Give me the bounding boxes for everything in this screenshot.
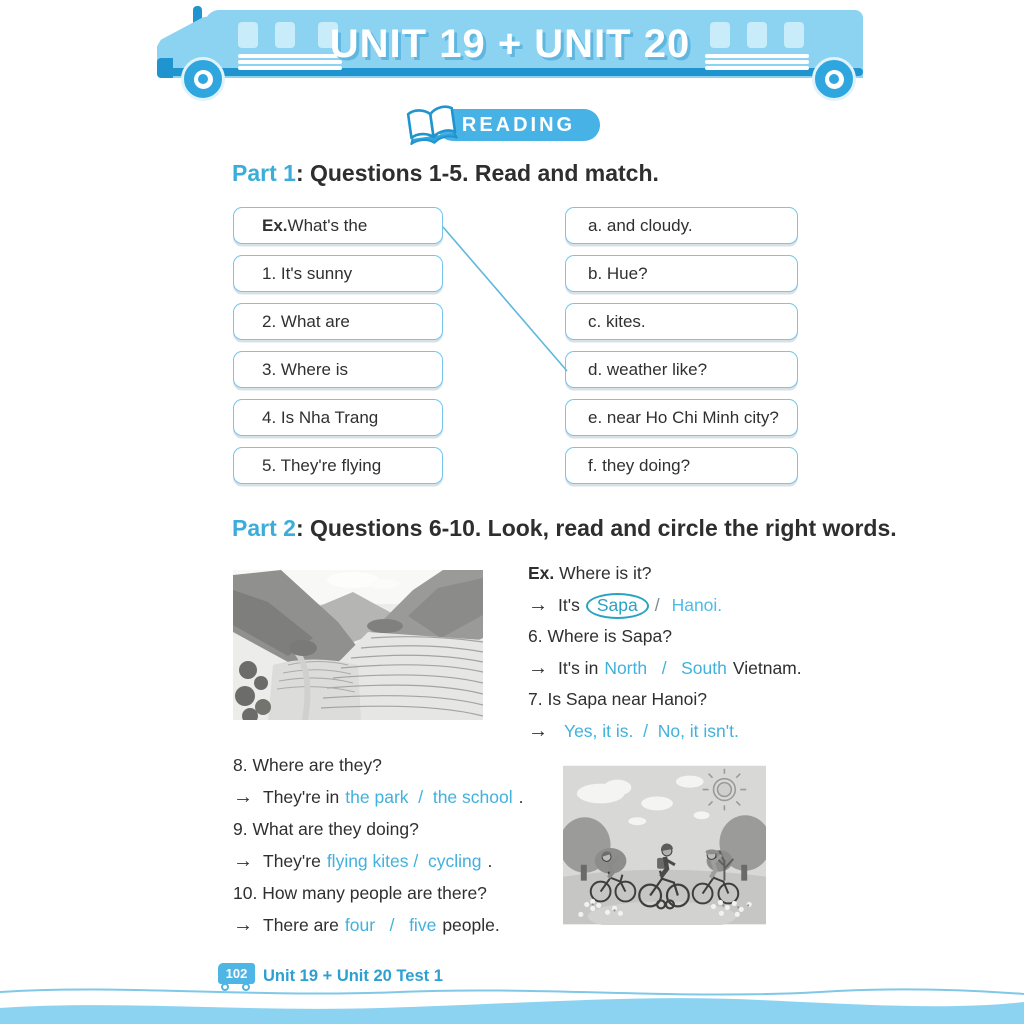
match-right-box-e — [565, 399, 798, 436]
footer-test-label: Unit 19 + Unit 20 Test 1 — [263, 967, 443, 985]
match-left-text: What's the — [287, 215, 368, 235]
part2-label: Part 2 — [232, 515, 296, 541]
match-right-box-a — [565, 207, 798, 244]
question-text: 8. Where are they? — [233, 755, 382, 775]
answer-10 — [233, 909, 524, 941]
match-right-box-b — [565, 255, 798, 292]
match-right-box-c — [565, 303, 798, 340]
ex-label: Ex. — [262, 215, 288, 235]
question-7 — [528, 684, 802, 716]
unit-header-bus — [157, 6, 863, 102]
question-10 — [233, 877, 524, 909]
match-right-text: c. kites. — [588, 311, 646, 331]
answer-8 — [233, 781, 524, 813]
question-text: 9. What are they doing? — [233, 819, 419, 839]
part2-qa-sapa — [528, 558, 802, 747]
answer-9 — [233, 845, 524, 877]
answer-options: the park / the school — [345, 787, 513, 807]
match-left-box-4 — [233, 399, 443, 436]
match-left-box-ex — [233, 207, 443, 244]
bus-wheel-icon — [812, 57, 856, 101]
wheel-rim — [825, 70, 844, 89]
question-6 — [528, 621, 802, 653]
question-text: 10. How many people are there? — [233, 883, 487, 903]
arrow-icon: → — [233, 786, 253, 808]
sapa-photo — [233, 570, 483, 720]
match-right-box-d — [565, 351, 798, 388]
arrow-icon: → — [528, 593, 548, 616]
arrow-icon: → — [233, 850, 253, 872]
answer-suffix: people. — [442, 915, 500, 935]
match-right-text: b. Hue? — [588, 263, 648, 283]
answer-suffix: . — [518, 787, 524, 807]
arrow-icon: → — [528, 719, 548, 742]
part1-heading — [232, 160, 659, 187]
match-left-text: 4. Is Nha Trang — [262, 407, 379, 427]
match-left-text: 2. What are — [262, 311, 350, 331]
example-match-line — [441, 221, 569, 375]
answer-ex — [528, 590, 802, 622]
part1-label: Part 1 — [232, 160, 296, 186]
circled-answer: Sapa — [586, 593, 649, 619]
ex-label: Ex. — [528, 563, 555, 583]
part2-instructions: : Questions 6-10. Look, read and circle the right words. — [295, 515, 897, 541]
match-right-text: f. they doing? — [588, 455, 691, 475]
answer-7 — [528, 716, 802, 748]
answer-suffix: . — [487, 851, 493, 871]
match-right-text: e. near Ho Chi Minh city? — [588, 407, 779, 427]
answer-options: four / five — [344, 915, 437, 935]
question-9 — [233, 813, 524, 845]
part2-qa-park — [233, 749, 524, 941]
answer-6 — [528, 653, 802, 685]
match-right-text: a. and cloudy. — [588, 215, 693, 235]
answer-options: flying kites / cycling — [326, 851, 482, 871]
unit-title: UNIT 19 + UNIT 20 — [329, 22, 691, 66]
question-text: 7. Is Sapa near Hanoi? — [528, 689, 708, 709]
match-left-text: 5. They're flying — [262, 455, 382, 475]
reading-badge-label: READING — [461, 113, 576, 136]
question-8 — [233, 749, 524, 781]
part1-instructions: : Questions 1-5. Read and match. — [295, 160, 659, 186]
answer-prefix: There are — [263, 915, 339, 935]
answer-suffix: Vietnam. — [732, 657, 802, 678]
bottom-wave-decoration — [0, 974, 1024, 1024]
wheel-hub — [829, 74, 839, 84]
match-left-box-3 — [233, 351, 443, 388]
question-text: Where is it? — [554, 563, 652, 583]
question-text: 6. Where is Sapa? — [528, 626, 672, 646]
wheel-hub — [198, 74, 208, 84]
answer-prefix: It's in — [558, 657, 599, 678]
match-left-text: 3. Where is — [262, 359, 348, 379]
answer-options: North / South — [604, 657, 727, 678]
answer-options: Yes, it is. / No, it isn't. — [564, 720, 739, 741]
cycling-illustration — [563, 765, 766, 925]
part2-heading — [232, 515, 897, 542]
match-left-box-5 — [233, 447, 443, 484]
match-right-box-f — [565, 447, 798, 484]
option-slash: / — [654, 594, 660, 615]
answer-option: Hanoi. — [671, 594, 723, 615]
match-right-text: d. weather like? — [588, 359, 708, 379]
answer-prefix: They're — [263, 851, 321, 871]
wheel-rim — [194, 70, 213, 89]
reading-badge — [437, 109, 600, 141]
open-book-icon — [405, 104, 459, 148]
question-ex — [528, 558, 802, 590]
match-left-text: 1. It's sunny — [262, 263, 353, 283]
bus-wheel-icon — [181, 57, 225, 101]
answer-prefix: It's — [558, 594, 580, 615]
arrow-icon: → — [528, 656, 548, 679]
match-left-box-2 — [233, 303, 443, 340]
page-number: 102 — [218, 963, 255, 984]
answer-prefix: They're in — [263, 787, 340, 807]
arrow-icon: → — [233, 914, 253, 936]
match-left-box-1 — [233, 255, 443, 292]
